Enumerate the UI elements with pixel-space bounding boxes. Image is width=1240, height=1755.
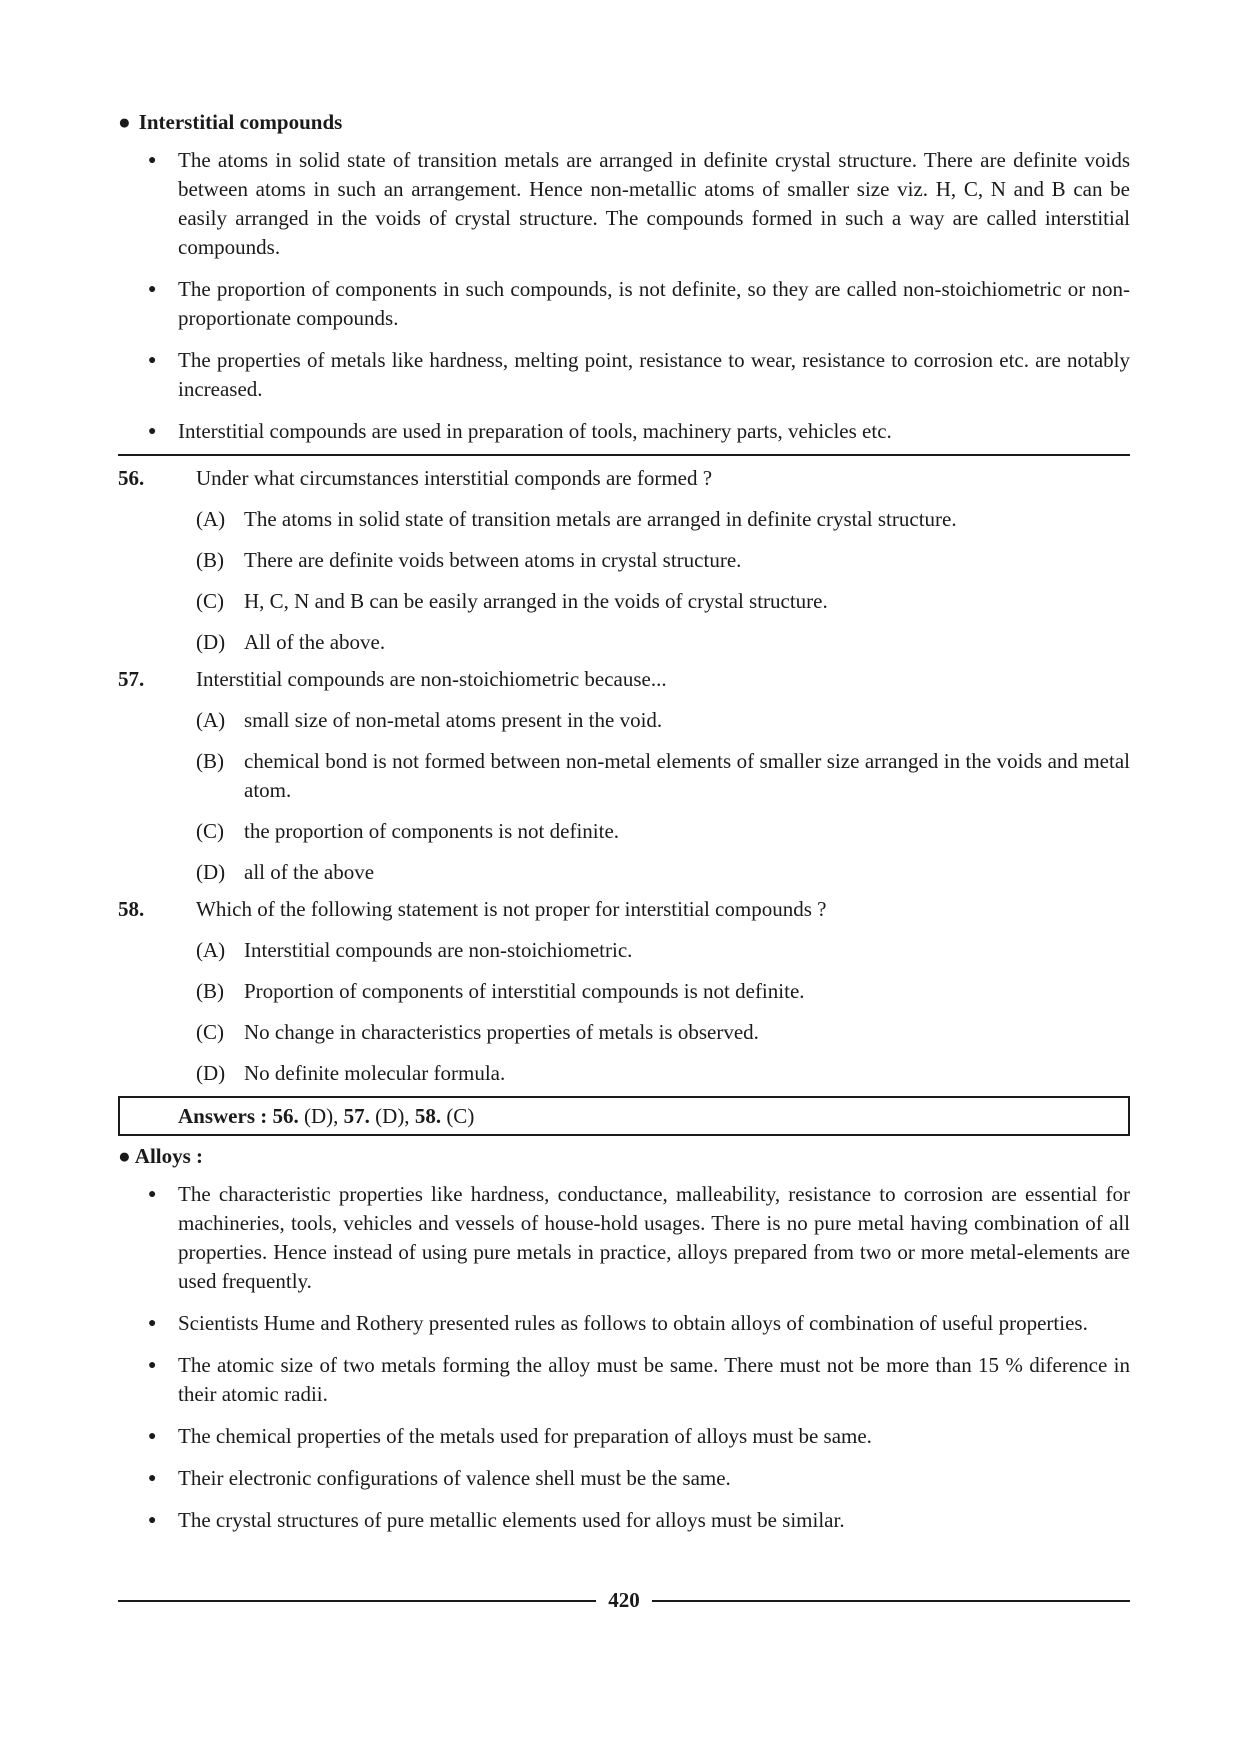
question-56 [118,464,1130,657]
bullet-item: ● The proportion of components in such compounds, is not definite, so they are called non-stoichiometric or non-proportionate compounds. [178,275,1130,333]
bullet-item: ● The characteristic properties like hardness, conductance, malleability, resistance to corrosion are essential for machineries, tools, vehicles and vessels of house-hold usages. There is no pure metal having combination of all properties. Hence instead of using pure metals in practice, alloys prepared from two or more metal-elements are used frequently. [178,1180,1130,1296]
question-57 [118,665,1130,887]
answers-label: Answers : [178,1104,268,1128]
footer-rule-left [118,1600,596,1602]
bullet-icon: ● [118,110,131,134]
option: (B) chemical bond is not formed between non-metal elements of smaller size arranged in the voids and metal atom. [196,749,1130,802]
option: (C) H, C, N and B can be easily arranged in the voids of crystal structure. [196,589,828,613]
option: (A) small size of non-metal atoms present in the void. [196,708,663,732]
page-number: 420 [608,1588,640,1612]
question-number: 58. [118,897,145,921]
bullet-item: ● The chemical properties of the metals used for preparation of alloys must be same. [178,1422,1130,1451]
option: (D) No definite molecular formula. [196,1061,506,1085]
question-number: 56. [118,466,145,490]
footer-rule-right [652,1600,1130,1602]
bullet-item: ● Their electronic configurations of valence shell must be the same. [178,1464,1130,1493]
answers-box: Answers : 56. (D), 57. (D), 58. (C) [118,1096,1130,1136]
alloys-bullet-list [118,1180,1130,1535]
bullet-icon: ● [118,1144,131,1168]
bullet-item: ● The crystal structures of pure metallic elements used for alloys must be similar. [178,1506,1130,1535]
option: (D) All of the above. [196,630,386,654]
option: (A) The atoms in solid state of transition metals are arranged in definite crystal structure. [196,507,957,531]
interstitial-bullet-list [118,146,1130,446]
question-number: 57. [118,667,145,691]
option: (C) the proportion of components is not definite. [196,819,620,843]
page-content [118,108,1130,1548]
option: (D) all of the above [196,860,375,884]
question-text: Interstitial compounds are non-stoichiometric because... [196,667,667,691]
option: (A) Interstitial compounds are non-stoichiometric. [196,938,633,962]
bullet-item: ● Interstitial compounds are used in preparation of tools, machinery parts, vehicles etc. [178,417,1130,446]
question-58 [118,895,1130,1088]
bullet-item: ● The properties of metals like hardness, melting point, resistance to wear, resistance to corrosion etc. are notably increased. [178,346,1130,404]
question-text: Which of the following statement is not proper for interstitial compounds ? [196,897,827,921]
section-heading-interstitial: ● Interstitial compounds [118,110,343,134]
section-heading-alloys: ● Alloys : [118,1144,204,1168]
bullet-item: ● Scientists Hume and Rothery presented rules as follows to obtain alloys of combination of useful properties. [178,1309,1130,1338]
option: (C) No change in characteristics properties of metals is observed. [196,1020,759,1044]
question-text: Under what circumstances interstitial componds are formed ? [196,466,713,490]
page-footer [118,1588,1130,1613]
section-divider [118,454,1130,456]
bullet-item: ● The atomic size of two metals forming the alloy must be same. There must not be more than 15 % diference in their atomic radii. [178,1351,1130,1409]
bullet-item: ● The atoms in solid state of transition metals are arranged in definite crystal structure. There are definite voids between atoms in such an arrangement. Hence non-metallic atoms of smaller size viz. H, C, N and B can be easily arranged in the voids of crystal structure. The compounds formed in such a way are called interstitial compounds. [178,146,1130,262]
option: (B) There are definite voids between atoms in crystal structure. [196,548,742,572]
option: (B) Proportion of components of interstitial compounds is not definite. [196,979,805,1003]
